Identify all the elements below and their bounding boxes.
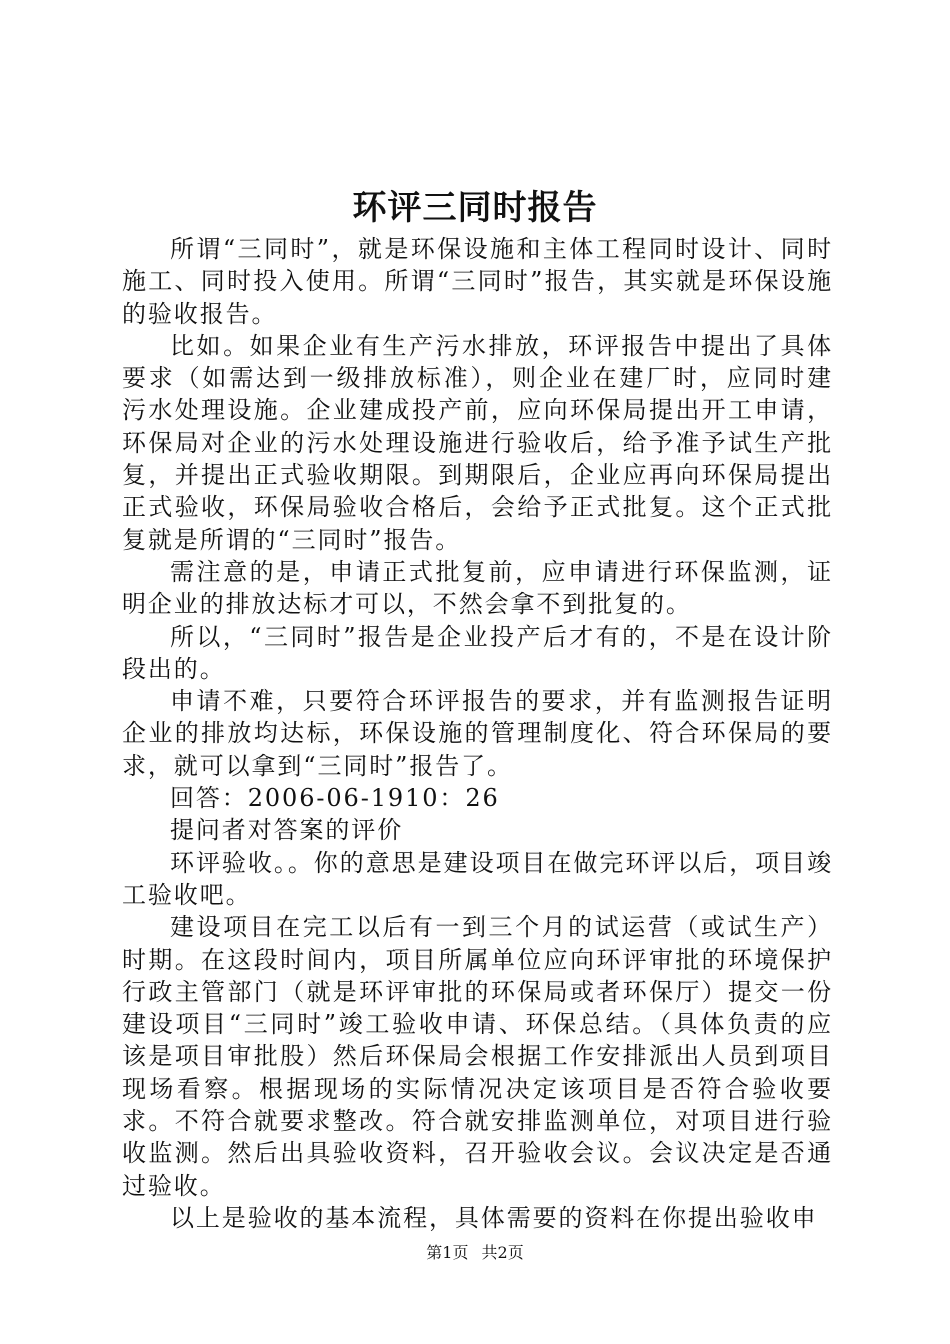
paragraph: 环评验收。。你的意思是建设项目在做完环评以后，项目竣工验收吧。 xyxy=(122,848,833,909)
page-number: 第1页 xyxy=(426,1243,469,1262)
answer-timestamp: 回答：2006-06-1910：26 xyxy=(170,784,500,813)
paragraph: 申请不难，只要符合环评报告的要求，并有监测报告证明企业的排放均达标，环保设施的管理制度化、符合环保局的要求，就可以拿到“三同时”报告了。 xyxy=(122,687,833,780)
paragraph: 所以，“三同时”报告是企业投产后才有的，不是在设计阶段出的。 xyxy=(122,622,833,683)
paragraph: 以上是验收的基本流程，具体需要的资料在你提出验收申 xyxy=(170,1203,818,1232)
evaluation-heading: 提问者对答案的评价 xyxy=(170,816,404,845)
page-footer xyxy=(0,1242,950,1264)
paragraph: 比如。如果企业有生产污水排放，环评报告中提出了具体要求（如需达到一级排放标准），则企业在建厂时，应同时建污水处理设施。企业建成投产前，应向环保局提出开工申请，环保局对企业的污水处理设施进行验收后，给予准予试生产批复，并提出正式验收期限。到期限后，企业应再向环保局提出正式验收，环保局验收合格后，会给予正式批复。这个正式批复就是所谓的“三同时”报告。 xyxy=(122,331,833,554)
page-total: 共2页 xyxy=(481,1243,524,1262)
paragraph: 需注意的是，申请正式批复前，应申请进行环保监测，证明企业的排放达标才可以，不然会拿不到批复的。 xyxy=(122,557,833,619)
paragraph: 所谓“三同时”，就是环保设施和主体工程同时设计、同时施工、同时投入使用。所谓“三同时”报告，其实就是环保设施的验收报告。 xyxy=(122,235,833,328)
paragraph: 建设项目在完工以后有一到三个月的试运营（或试生产）时期。在这段时间内，项目所属单位应向环评审批的环境保护行政主管部门（就是环评审批的环保局或者环保厅）提交一份建设项目“三同时”竣工验收申请、环保总结。（具体负责的应该是项目审批股）然后环保局会根据工作安排派出人员到项目现场看察。根据现场的实际情况决定该项目是否符合验收要求。不符合就要求整改。符合就安排监测单位，对项目进行验收监测。然后出具验收资料，召开验收会议。会议决定是否通过验收。 xyxy=(122,913,833,1200)
document-body xyxy=(122,233,833,1234)
document-title: 环评三同时报告 xyxy=(352,188,598,228)
